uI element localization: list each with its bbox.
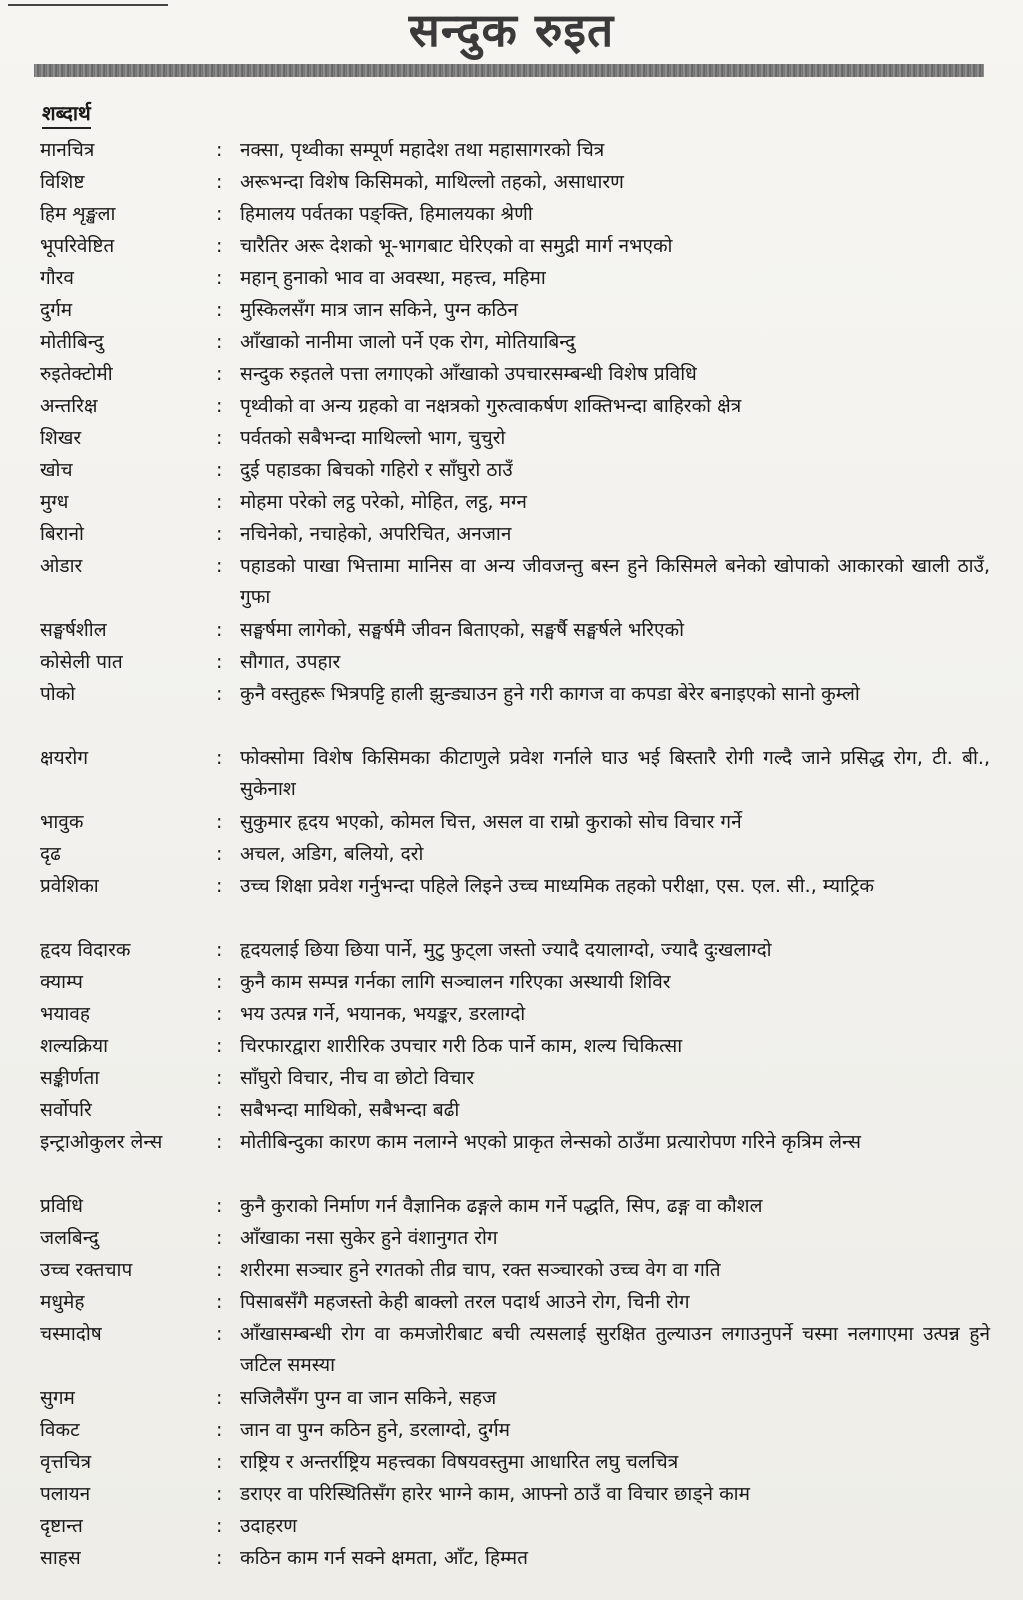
page-title: सन्दुक रुइत (408, 3, 615, 57)
glossary-term: दुर्गम (40, 299, 73, 321)
term-separator: : (216, 139, 223, 161)
term-separator: : (216, 971, 223, 993)
term-separator: : (216, 939, 223, 961)
glossary-term: हिम शृङ्खला (40, 203, 116, 225)
glossary-term: प्रवेशिका (40, 875, 99, 897)
glossary-definition: आँखासम्बन्धी रोग वा कमजोरीबाट बची त्यसलाई सुरक्षित तुल्याउन लगाउनुपर्ने चस्मा नलगाएमा उत्पन्न हुने जटिल समस्या (240, 1323, 990, 1376)
glossary-definition: पृथ्वीको वा अन्य ग्रहको वा नक्षत्रको गुरुत्वाकर्षण शक्तिभन्दा बाहिरको क्षेत्र (240, 395, 742, 417)
glossary-definition: सन्दुक रुइतले पत्ता लगाएको आँखाको उपचारसम्बन्धी विशेष प्रविधि (240, 363, 697, 385)
glossary-term: क्याम्प (40, 971, 83, 993)
glossary-definition: महान् हुनाको भाव वा अवस्था, महत्त्व, महिमा (240, 267, 546, 289)
glossary-term: कोसेली पात (40, 651, 123, 673)
term-separator: : (216, 491, 223, 513)
glossary-term: गौरव (40, 267, 74, 289)
term-separator: : (216, 1451, 223, 1473)
term-separator: : (216, 395, 223, 417)
glossary-definition: नक्सा, पृथ्वीका सम्पूर्ण महादेश तथा महासागरको चित्र (240, 139, 605, 161)
glossary-term: भयावह (40, 1003, 90, 1025)
term-separator: : (216, 1259, 223, 1281)
glossary-term: मोतीबिन्दु (40, 331, 104, 353)
glossary-term: दृष्टान्त (40, 1515, 83, 1537)
glossary-term: मानचित्र (40, 139, 95, 161)
glossary-term: विशिष्ट (40, 171, 85, 193)
term-separator: : (216, 1067, 223, 1089)
glossary-definition: अचल, अडिग, बलियो, दरो (240, 843, 424, 865)
term-separator: : (216, 1483, 223, 1505)
glossary-definition: सुकुमार हृदय भएको, कोमल चित्त, असल वा राम्रो कुराको सोच विचार गर्ने (240, 811, 742, 833)
glossary-term: जलबिन्दु (40, 1227, 99, 1249)
glossary-definition: फोक्सोमा विशेष किसिमका कीटाणुले प्रवेश गर्नाले घाउ भई बिस्तारै रोगी गल्दै जाने प्रसिद्ध रोग, टी. बी., सुकेनाश (240, 747, 990, 800)
glossary-definition: आँखाको नानीमा जालो पर्ने एक रोग, मोतियाबिन्दु (240, 331, 576, 353)
glossary-term: सङ्घर्षशील (40, 619, 107, 641)
glossary-term: ओडार (40, 555, 83, 577)
glossary-term: पोको (40, 683, 76, 705)
term-separator: : (216, 1195, 223, 1217)
glossary-term: शल्यक्रिया (40, 1035, 109, 1057)
glossary-definition: मोतीबिन्दुका कारण काम नलाग्ने भएको प्राकृत लेन्सको ठाउँमा प्रत्यारोपण गरिने कृत्रिम लेन्स (240, 1131, 862, 1153)
glossary-term: हृदय विदारक (40, 939, 131, 961)
glossary-term: सङ्कीर्णता (40, 1067, 100, 1089)
glossary-definition: पर्वतको सबैभन्दा माथिल्लो भाग, चुचुरो (240, 427, 506, 449)
term-separator: : (216, 619, 223, 641)
term-separator: : (216, 875, 223, 897)
glossary-term: वृत्तचित्र (40, 1451, 92, 1473)
term-separator: : (216, 1035, 223, 1057)
glossary-definition: आँखाका नसा सुकेर हुने वंशानुगत रोग (240, 1227, 498, 1249)
glossary-definition: कुनै कुराको निर्माण गर्न वैज्ञानिक ढङ्गले काम गर्ने पद्धति, सिप, ढङ्ग वा कौशल (240, 1195, 763, 1217)
glossary-term: सुगम (40, 1387, 75, 1409)
glossary-term: विकट (40, 1419, 80, 1441)
glossary-term: प्रविधि (40, 1195, 83, 1217)
glossary-definition: दुई पहाडका बिचको गहिरो र साँघुरो ठाउँ (240, 459, 513, 481)
term-separator: : (216, 811, 223, 833)
glossary-definition: पिसाबसँगै महजस्तो केही बाक्लो तरल पदार्थ आउने रोग, चिनी रोग (240, 1291, 690, 1313)
glossary-term: रुइतेक्टोमी (40, 363, 113, 385)
term-separator: : (216, 427, 223, 449)
term-separator: : (216, 203, 223, 225)
term-separator: : (216, 555, 223, 577)
term-separator: : (216, 363, 223, 385)
glossary-term: शिखर (40, 427, 82, 449)
term-separator: : (216, 1387, 223, 1409)
glossary-definition: डराएर वा परिस्थितिसँग हारेर भाग्ने काम, आफ्नो ठाउँ वा विचार छाड्ने काम (240, 1483, 750, 1505)
glossary-definition: चिरफारद्वारा शारीरिक उपचार गरी ठिक पार्ने काम, शल्य चिकित्सा (240, 1035, 683, 1057)
term-separator: : (216, 299, 223, 321)
glossary-definition: साँघुरो विचार, नीच वा छोटो विचार (240, 1067, 475, 1089)
glossary-definition: हृदयलाई छिया छिया पार्ने, मुटु फुट्ला जस्तो ज्यादै दयालाग्दो, ज्यादै दुःखलाग्दो (240, 939, 772, 961)
term-separator: : (216, 171, 223, 193)
section-heading: शब्दार्थ (42, 100, 91, 129)
term-separator: : (216, 1227, 223, 1249)
term-separator: : (216, 651, 223, 673)
glossary-term: खोच (40, 459, 73, 481)
term-separator: : (216, 523, 223, 545)
term-separator: : (216, 459, 223, 481)
glossary-term: इन्ट्राओकुलर लेन्स (40, 1131, 163, 1153)
glossary-definition: हिमालय पर्वतका पङ्क्ति, हिमालयका श्रेणी (240, 203, 533, 225)
glossary-term: बिरानो (40, 523, 84, 545)
glossary-definition: सौगात, उपहार (240, 651, 341, 673)
term-separator: : (216, 843, 223, 865)
glossary-term: चस्मादोष (40, 1323, 102, 1345)
term-separator: : (216, 1547, 223, 1569)
glossary-definition: कुनै काम सम्पन्न गर्नका लागि सञ्चालन गरिएका अस्थायी शिविर (240, 971, 671, 993)
glossary-term: मुग्ध (40, 491, 69, 513)
glossary-definition: उदाहरण (240, 1515, 298, 1537)
term-separator: : (216, 1515, 223, 1537)
term-separator: : (216, 1003, 223, 1025)
glossary-term: अन्तरिक्ष (40, 395, 98, 417)
glossary-definition: उच्च शिक्षा प्रवेश गर्नुभन्दा पहिले लिइने उच्च माध्यमिक तहको परीक्षा, एस. एल. सी., म्याट्रिक (240, 875, 875, 897)
glossary-term: उच्च रक्तचाप (40, 1259, 133, 1281)
glossary-definition: राष्ट्रिय र अन्तर्राष्ट्रिय महत्त्वका विषयवस्तुमा आधारित लघु चलचित्र (240, 1451, 679, 1473)
glossary-term: भूपरिवेष्टित (40, 235, 115, 257)
glossary-term: साहस (40, 1547, 81, 1569)
glossary-definition: शरीरमा सञ्चार हुने रगतको तीव्र चाप, रक्त सञ्चारको उच्च वेग वा गति (240, 1259, 721, 1281)
term-separator: : (216, 1291, 223, 1313)
term-separator: : (216, 235, 223, 257)
glossary-term: भावुक (40, 811, 84, 833)
term-separator: : (216, 683, 223, 705)
glossary-definition: सबैभन्दा माथिको, सबैभन्दा बढी (240, 1099, 460, 1121)
glossary-definition: कठिन काम गर्न सक्ने क्षमता, आँट, हिम्मत (240, 1547, 528, 1569)
glossary-definition: अरूभन्दा विशेष किसिमको, माथिल्लो तहको, असाधारण (240, 171, 624, 193)
term-separator: : (216, 1323, 223, 1345)
glossary-definition: जान वा पुग्न कठिन हुने, डरलाग्दो, दुर्गम (240, 1419, 511, 1441)
glossary-definition: मुस्किलसँग मात्र जान सकिने, पुग्न कठिन (240, 299, 518, 321)
glossary-definition: चारैतिर अरू देशको भू-भागबाट घेरिएको वा समुद्री मार्ग नभएको (240, 235, 673, 257)
glossary-definition: सजिलैसँग पुग्न वा जान सकिने, सहज (240, 1387, 497, 1409)
glossary-term: सर्वोपरि (40, 1099, 92, 1121)
glossary-term: क्षयरोग (40, 747, 89, 769)
term-separator: : (216, 1099, 223, 1121)
term-separator: : (216, 267, 223, 289)
glossary-term: पलायन (40, 1483, 91, 1505)
glossary-definition: मोहमा परेको लट्ठ परेको, मोहित, लट्ठ, मग्न (240, 491, 527, 513)
glossary-term: मधुमेह (40, 1291, 85, 1313)
glossary-definition: सङ्घर्षमा लागेको, सङ्घर्षमै जीवन बिताएको, सङ्घर्षै सङ्घर्षले भरिएको (240, 619, 685, 641)
term-separator: : (216, 331, 223, 353)
term-separator: : (216, 747, 223, 769)
term-separator: : (216, 1131, 223, 1153)
glossary-definition: भय उत्पन्न गर्ने, भयानक, भयङ्कर, डरलाग्दो (240, 1003, 526, 1025)
glossary-definition: पहाडको पाखा भित्तामा मानिस वा अन्य जीवजन्तु बस्न हुने किसिमले बनेको खोपाको आकारको खाली ठाउँ, गुफा (240, 555, 990, 608)
glossary-definition: नचिनेको, नचाहेको, अपरिचित, अनजान (240, 523, 512, 545)
term-separator: : (216, 1419, 223, 1441)
glossary-term: दृढ (40, 843, 61, 865)
glossary-definition: कुनै वस्तुहरू भित्रपट्टि हाली झुन्ड्याउन हुने गरी कागज वा कपडा बेरेर बनाइएको सानो कुम्लो (240, 683, 860, 705)
